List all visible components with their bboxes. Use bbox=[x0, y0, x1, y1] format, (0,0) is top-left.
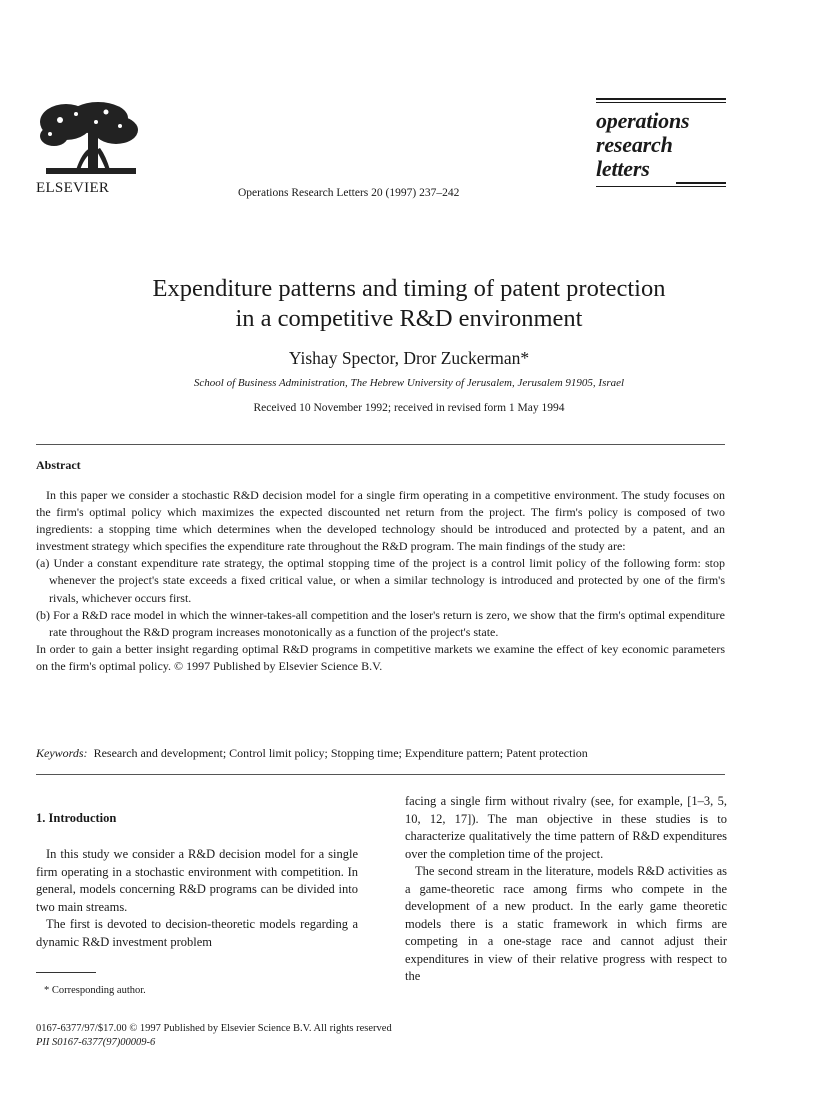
keywords-text: Research and development; Control limit policy; Stopping time; Expenditure pattern; Patent protection bbox=[93, 746, 588, 760]
paragraph: facing a single firm without rivalry (see, for example, [1–3, 5, 10, 12, 17]). The man objective in these studies is to characterize qualitatively the time pattern of R&D expenditures over the completion time of the project. bbox=[405, 794, 727, 861]
journal-logo-word: research bbox=[596, 132, 673, 157]
publisher-name: ELSEVIER bbox=[36, 180, 110, 196]
journal-logo bbox=[596, 98, 726, 190]
abstract-item-b: (b) For a R&D race model in which the winner-takes-all competition and the loser's return is zero, we show that the firm's optimal expenditure rate throughout the R&D program increases monotonically as a function of the project's state. bbox=[36, 607, 725, 639]
journal-logo-word: letters bbox=[596, 156, 650, 181]
journal-reference: Operations Research Letters 20 (1997) 237–242 bbox=[238, 187, 460, 199]
title-line: in a competitive R&D environment bbox=[235, 305, 583, 332]
section-heading: 1. Introduction bbox=[36, 811, 117, 825]
received-dates: Received 10 November 1992; received in revised form 1 May 1994 bbox=[253, 402, 565, 414]
paragraph: In this study we consider a R&D decision model for a single firm operating in a stochastic environment with competition. In general, models concerning R&D programs can be divided into two main streams. bbox=[36, 847, 358, 914]
paragraph: The first is devoted to decision-theoretic models regarding a dynamic R&D investment problem bbox=[36, 917, 358, 949]
divider bbox=[36, 774, 725, 775]
abstract-body bbox=[36, 487, 725, 675]
footnote-rule bbox=[36, 972, 96, 973]
title-line: Expenditure patterns and timing of patent protection bbox=[152, 275, 666, 302]
abstract-heading: Abstract bbox=[36, 458, 81, 472]
journal-logo-word: operations bbox=[596, 108, 690, 133]
elsevier-tree-logo bbox=[36, 100, 140, 178]
abstract-item-a: (a) Under a constant expenditure rate strategy, the optimal stopping time of the project is a control limit policy of the following form: stop whenever the project's state exceeds a fixed critical value, or when a similar technology is introduced and protected by one of the firm's rivals, whichever occurs first. bbox=[36, 556, 725, 605]
footnote: * Corresponding author. bbox=[44, 985, 146, 996]
pii-line: PII S0167-6377(97)00009-6 bbox=[36, 1037, 156, 1048]
abstract-closing: In order to gain a better insight regarding optimal R&D programs in competitive markets we examine the effect of key economic parameters on the firm's optimal policy. © 1997 Published by Elsevier Science B.V. bbox=[36, 641, 725, 673]
affiliation: School of Business Administration, The Hebrew University of Jerusalem, Jerusalem 91905, Israel bbox=[193, 377, 625, 389]
copyright-line: 0167-6377/97/$17.00 © 1997 Published by Elsevier Science B.V. All rights reserved bbox=[36, 1023, 392, 1034]
abstract-intro: In this paper we consider a stochastic R&D decision model for a single firm operating in a competitive environment. The study focuses on the firm's optimal policy which maximizes the expected discounted net return from the project. The firm's policy is composed of two ingredients: a stopping time which determines when the developed technology should be introduced and protected by a patent, and an investment strategy which specifies the expenditure rate throughout the R&D program. The main findings of the study are: bbox=[36, 488, 725, 554]
keywords bbox=[36, 746, 725, 761]
authors: Yishay Spector, Dror Zuckerman* bbox=[288, 348, 530, 368]
divider bbox=[36, 444, 725, 445]
paragraph: The second stream in the literature, models R&D activities as a game-theoretic race among firms who compete in the development of a new product. In the early game theoretic models there is a static framework in which firms are competing in a one-stage race and cannot adjust their expenditures in view of their relative progress with respect to the bbox=[405, 864, 727, 983]
column-left bbox=[36, 846, 358, 951]
keywords-label: Keywords: bbox=[36, 746, 88, 760]
column-right bbox=[405, 793, 727, 986]
